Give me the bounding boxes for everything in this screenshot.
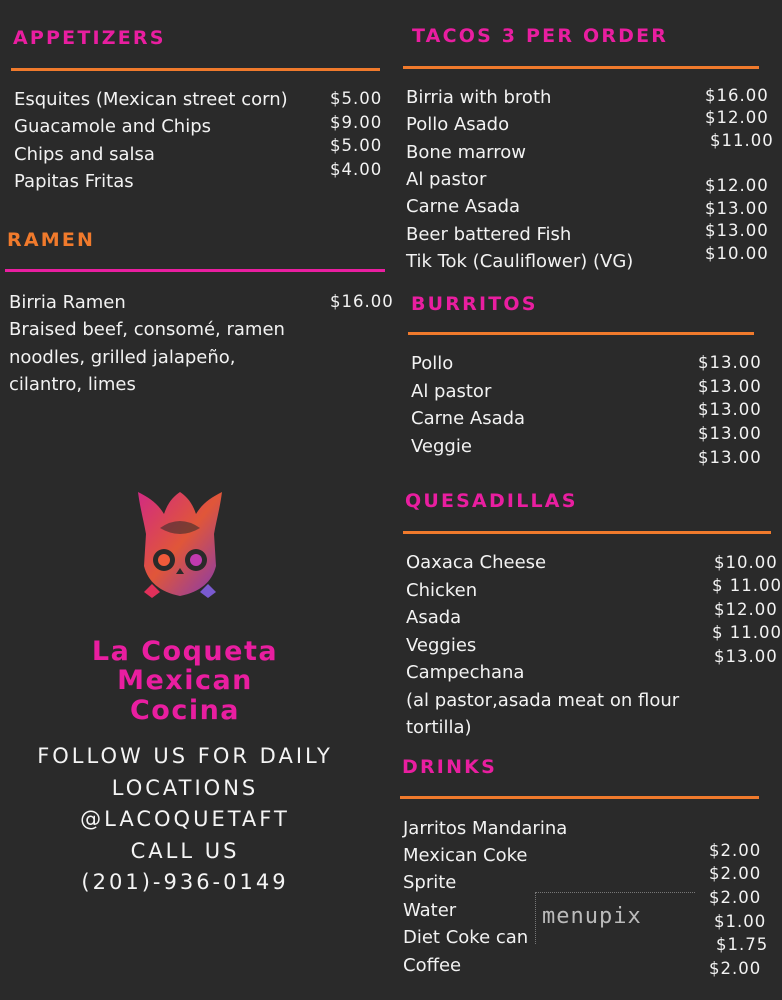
menu-item-name: Guacamole and Chips — [14, 116, 212, 137]
social-handle: @LACOQUETAFT — [80, 807, 290, 831]
menu-item-price: $12.00 — [705, 176, 769, 195]
menu-item-price: $ 11.00 — [712, 623, 782, 642]
follow-line: LOCATIONS — [111, 776, 259, 800]
brand-name-line: La Coqueta — [91, 636, 279, 667]
appetizers-divider — [11, 68, 380, 71]
menu-item-price: $1.00 — [714, 912, 767, 931]
menu-item-price: $13.00 — [698, 448, 762, 467]
menu-item-price: $2.00 — [709, 888, 762, 907]
follow-line: FOLLOW US FOR DAILY — [37, 744, 333, 768]
burritos-divider — [408, 332, 754, 335]
appetizers-heading: APPETIZERS — [13, 27, 166, 49]
phone-number: (201)-936-0149 — [81, 870, 289, 894]
menu-item-price: $13.00 — [698, 400, 762, 419]
menu-item-price: $16.00 — [705, 86, 769, 105]
menu-item-name: Al pastor — [411, 381, 492, 402]
drinks-heading: DRINKS — [402, 756, 497, 778]
tacos-divider — [403, 66, 759, 69]
menu-item-price: $16.00 — [330, 292, 394, 311]
menu-item-name: Beer battered Fish — [406, 224, 572, 245]
tacos-heading: TACOS 3 PER ORDER — [412, 25, 669, 47]
menu-item-price: $13.00 — [698, 353, 762, 372]
menu-item-name: Water — [403, 900, 457, 921]
burritos-heading: BURRITOS — [411, 293, 538, 315]
quesadillas-divider — [403, 531, 771, 534]
menu-item-name: Chicken — [406, 580, 478, 601]
brand-name-line: Cocina — [129, 695, 241, 726]
menu-item-name: Birria with broth — [406, 87, 552, 108]
menu-item-name: Oaxaca Cheese — [406, 552, 547, 573]
ramen-description-line: noodles, grilled jalapeño, — [9, 347, 236, 368]
menu-item-name: Veggies — [406, 635, 477, 656]
menu-item-name: Carne Asada — [406, 196, 521, 217]
menu-item-name: Birria Ramen — [9, 292, 126, 313]
watermark: menupix — [535, 892, 695, 944]
menu-item-description: tortilla) — [406, 717, 472, 738]
menu-item-name: Asada — [406, 607, 462, 628]
menu-item-price: $2.00 — [709, 864, 762, 883]
menu-item-price: $13.00 — [705, 199, 769, 218]
menu-item-price: $5.00 — [330, 136, 383, 155]
menu-item-description: (al pastor,asada meat on flour — [406, 690, 680, 711]
menu-item-price: $5.00 — [330, 89, 383, 108]
menu-item-name: Tik Tok (Cauliflower) (VG) — [406, 251, 634, 272]
quesadillas-heading: QUESADILLAS — [405, 490, 578, 512]
menu-item-price: $2.00 — [709, 841, 762, 860]
menu-item-name: Jarritos Mandarina — [403, 818, 568, 839]
menu-item-name: Campechana — [406, 662, 525, 683]
menu-item-name: Sprite — [403, 872, 457, 893]
ramen-divider — [5, 269, 385, 272]
menu-item-price: $10.00 — [705, 244, 769, 263]
menu-item-name: Diet Coke can — [403, 927, 529, 948]
menu-item-name: Esquites (Mexican street corn) — [14, 89, 288, 110]
sugar-skull-icon — [130, 488, 230, 600]
menu-item-price: $12.00 — [705, 108, 769, 127]
menu-item-name: Chips and salsa — [14, 144, 155, 165]
menu-item-price: $13.00 — [705, 221, 769, 240]
menu-item-price: $13.00 — [714, 647, 778, 666]
menu-item-price: $11.00 — [710, 131, 774, 150]
menu-item-name: Pollo Asado — [406, 114, 510, 135]
menu-item-price: $12.00 — [714, 600, 778, 619]
call-us-label: CALL US — [130, 839, 240, 863]
drinks-divider — [400, 796, 759, 799]
menu-item-name: Coffee — [403, 955, 462, 976]
menu-item-price: $1.75 — [716, 935, 769, 954]
menu-item-price: $9.00 — [330, 113, 383, 132]
ramen-description-line: cilantro, limes — [9, 374, 136, 395]
menu-item-price: $2.00 — [709, 959, 762, 978]
menu-item-price: $4.00 — [330, 160, 383, 179]
menu-item-price: $13.00 — [698, 424, 762, 443]
menu-item-name: Pollo — [411, 353, 454, 374]
menu-item-name: Papitas Fritas — [14, 171, 134, 192]
menu-item-name: Mexican Coke — [403, 845, 528, 866]
menu-item-name: Carne Asada — [411, 408, 526, 429]
menu-item-price: $ 11.00 — [712, 576, 782, 595]
menu-item-name: Veggie — [411, 436, 472, 457]
brand-name-line: Mexican — [117, 665, 253, 696]
ramen-heading: RAMEN — [7, 229, 96, 251]
menu-item-price: $10.00 — [714, 553, 778, 572]
menu-item-price: $13.00 — [698, 377, 762, 396]
menu-item-name: Al pastor — [406, 169, 487, 190]
menu-item-name: Bone marrow — [406, 142, 526, 163]
ramen-description-line: Braised beef, consomé, ramen — [9, 319, 285, 340]
